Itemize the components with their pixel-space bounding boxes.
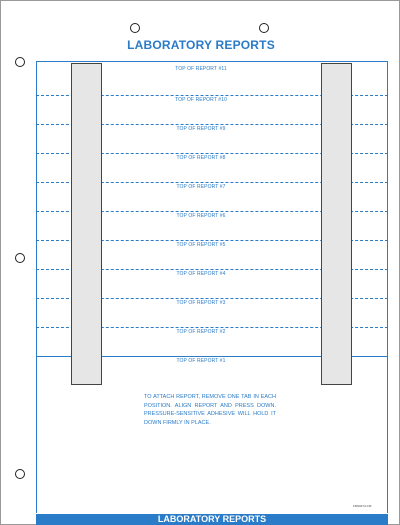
adhesive-tab-left[interactable] <box>71 63 102 385</box>
report-position-label: TOP OF REPORT #6 <box>176 213 226 219</box>
report-position-label: TOP OF REPORT #7 <box>176 184 226 190</box>
binder-hole-top-left <box>130 23 140 33</box>
form-number: FRS0274-CM <box>353 504 372 508</box>
binder-hole-left-middle <box>15 253 25 263</box>
report-position-label: TOP OF REPORT #3 <box>176 300 226 306</box>
footer-title: LABORATORY REPORTS <box>36 514 388 525</box>
report-position-label: TOP OF REPORT #11 <box>175 66 227 72</box>
report-position-label: TOP OF REPORT #4 <box>176 271 226 277</box>
page-title: LABORATORY REPORTS <box>127 38 275 52</box>
binder-hole-top-right <box>259 23 269 33</box>
adhesive-tab-right[interactable] <box>321 63 352 385</box>
attach-instructions: TO ATTACH REPORT, REMOVE ONE TAB IN EACH POSITION. ALIGN REPORT AND PRESS DOWN. PRESSURE-SENSITIVE ADHESIVE WILL HOLD IT DOWN FIRMLY IN PLACE. <box>144 394 276 426</box>
report-position-label: TOP OF REPORT #9 <box>176 126 226 132</box>
report-position-label: TOP OF REPORT #1 <box>176 358 226 364</box>
binder-hole-left-bottom <box>15 469 25 479</box>
report-position-label: TOP OF REPORT #5 <box>176 242 226 248</box>
frame-top-line <box>36 61 388 62</box>
report-position-label: TOP OF REPORT #8 <box>176 155 226 161</box>
report-position-label: TOP OF REPORT #10 <box>175 97 227 103</box>
report-position-label: TOP OF REPORT #2 <box>176 329 226 335</box>
